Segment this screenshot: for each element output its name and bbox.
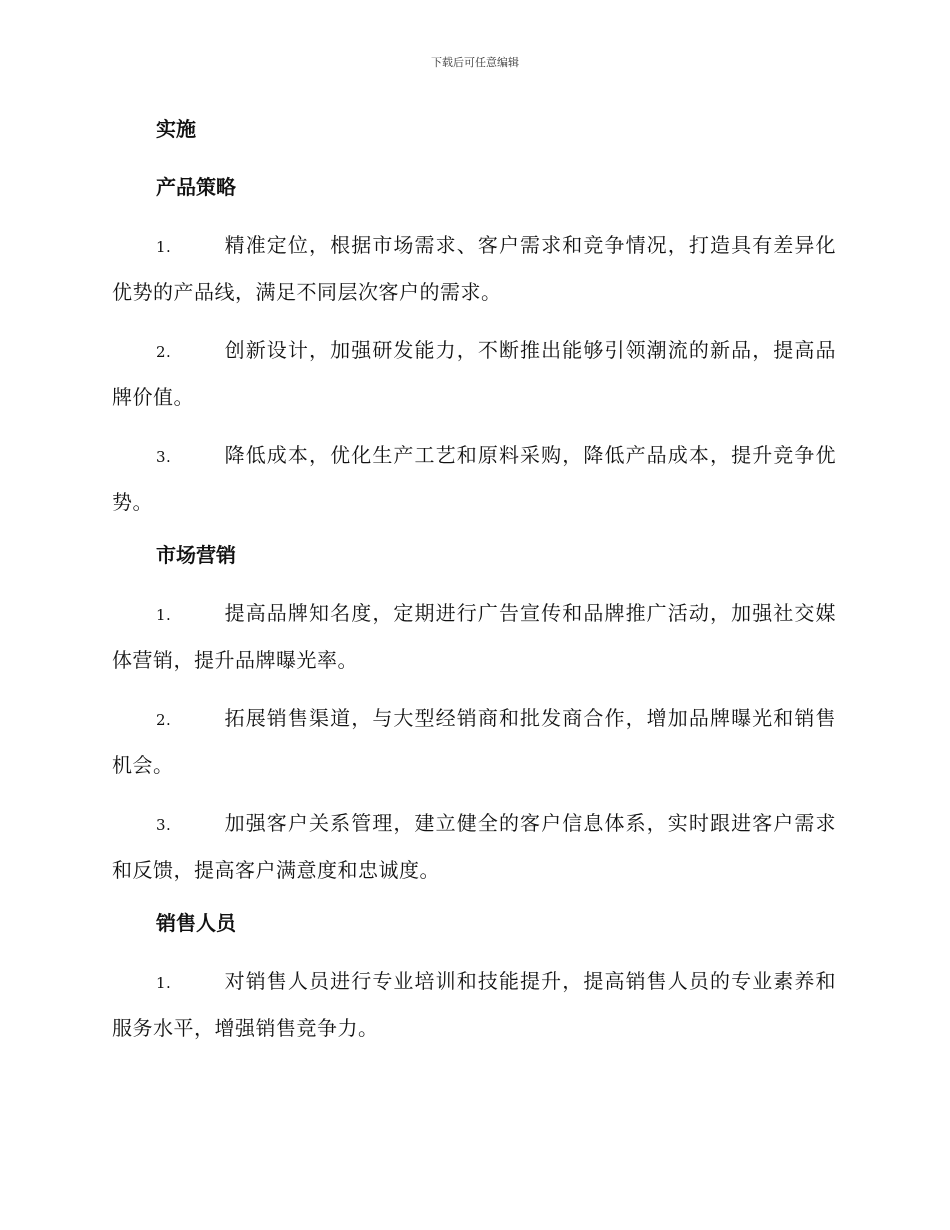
list-item-number: 3. [156,816,172,834]
list-item [112,223,836,315]
list-item [112,696,836,788]
list-item-number: 2. [156,711,172,729]
list-item-text: 创新设计，加强研发能力，不断推出能够引领潮流的新品，提高品牌价值。 [112,338,836,409]
list-item-text: 提高品牌知名度，定期进行广告宣传和品牌推广活动，加强社交媒体营销，提升品牌曝光率。 [112,601,836,672]
list-item-number: 1. [156,974,172,992]
section-heading-sales-staff: 销售人员 [156,911,236,935]
list-item [112,801,836,893]
list-item [112,591,836,683]
list-item-text: 精准定位，根据市场需求、客户需求和竞争情况，打造具有差异化优势的产品线，满足不同层次客户的需求。 [112,233,836,304]
list-item-number: 3. [156,448,172,466]
section-heading-marketing: 市场营销 [156,543,236,567]
page-header: 下载后可任意编辑 [431,56,519,69]
document-body [112,112,836,1064]
list-item [112,328,836,420]
document-title: 实施 [156,117,196,141]
list-item-text: 对销售人员进行专业培训和技能提升，提高销售人员的专业素养和服务水平，增强销售竞争力。 [112,969,836,1040]
list-item-number: 1. [156,606,172,624]
list-item-number: 2. [156,343,172,361]
list-item-text: 拓展销售渠道，与大型经销商和批发商合作，增加品牌曝光和销售机会。 [112,706,836,777]
list-item-text: 加强客户关系管理，建立健全的客户信息体系，实时跟进客户需求和反馈，提高客户满意度和忠诚度。 [112,811,836,882]
list-item-text: 降低成本，优化生产工艺和原料采购，降低产品成本，提升竞争优势。 [112,443,836,514]
list-item [112,959,836,1051]
list-item [112,433,836,525]
list-item-number: 1. [156,238,172,256]
section-heading-product-strategy: 产品策略 [156,175,236,199]
